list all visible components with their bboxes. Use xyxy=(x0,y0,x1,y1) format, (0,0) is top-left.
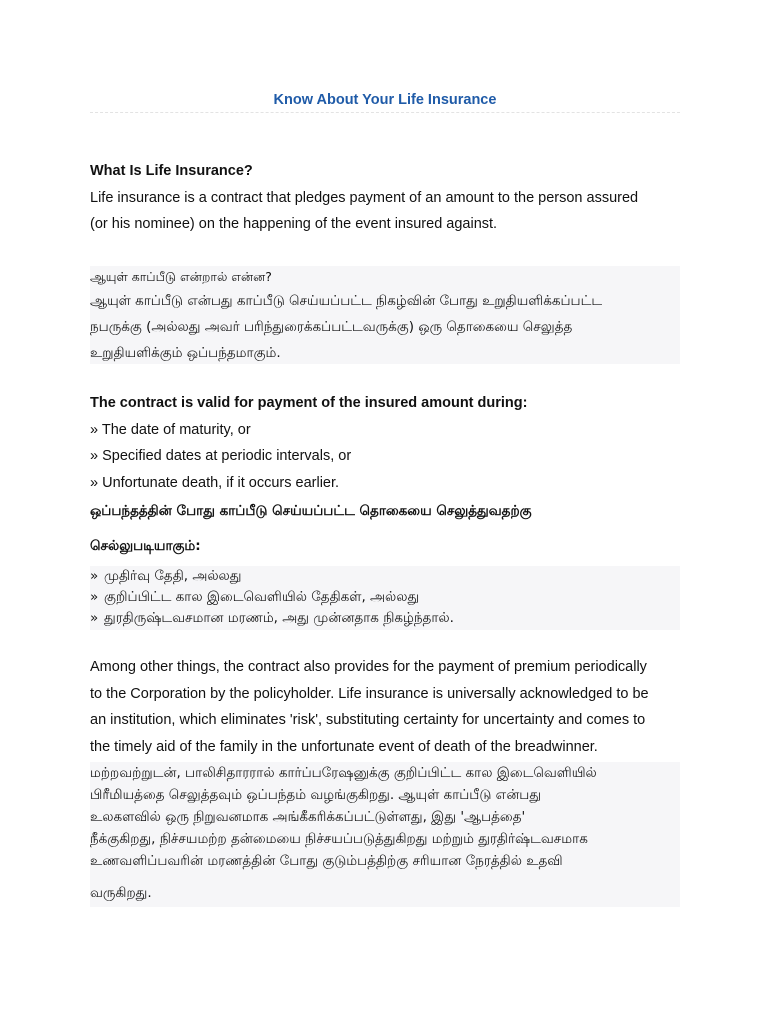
paragraph-line: the timely aid of the family in the unfortunate event of death of the breadwinner. xyxy=(90,738,598,755)
paragraph-line: உறுதியளிக்கும் ஒப்பந்தமாகும். xyxy=(90,345,281,361)
paragraph-line: வருகிறது. xyxy=(90,885,152,901)
paragraph-line: உலகளவில் ஒரு நிறுவனமாக அங்கீகரிக்கப்பட்டுள்ளது, இது 'ஆபத்தை' xyxy=(90,809,526,825)
paragraph-line: an institution, which eliminates 'risk', substituting certainty for uncertainty and comes to xyxy=(90,712,646,728)
paragraph-line: பிரீமியத்தை செலுத்தவும் ஒப்பந்தம் வழங்குகிறது. ஆயுள் காப்பீடு என்பது xyxy=(90,787,542,803)
list-bullet: » xyxy=(90,610,99,626)
list-bullet: » xyxy=(90,568,99,584)
paragraph-line: மற்றவற்றுடன், பாலிசிதாரரால் கார்ப்பரேஷனுக்கு குறிப்பிட்ட கால இடைவெளியில் xyxy=(90,765,597,781)
list-item: » The date of maturity, or xyxy=(90,421,251,438)
paragraph-line: (or his nominee) on the happening of the event insured against. xyxy=(90,216,498,232)
list-item xyxy=(90,587,680,608)
paragraph-line: Among other things, the contract also provides for the payment of premium periodically xyxy=(90,659,647,675)
paragraph-line: உணவளிப்பவரின் மரணத்தின் போது குடும்பத்திற்கு சரியான நேரத்தில் உதவி xyxy=(90,853,563,869)
section-heading: The contract is valid for payment of the insured amount during: xyxy=(90,395,528,411)
section-what-is-life-insurance xyxy=(90,158,680,238)
list-item: » Specified dates at periodic intervals, or xyxy=(90,448,352,464)
section-heading: What Is Life Insurance? xyxy=(90,163,253,179)
list-item-text: துரதிருஷ்டவசமான மரணம், அது முன்னதாக நிகழ்ந்தால். xyxy=(104,610,454,626)
list-item: » Unfortunate death, if it occurs earlier. xyxy=(90,474,340,491)
section-contract-validity xyxy=(90,390,680,496)
section-contract-validity-tamil-heading xyxy=(90,498,680,563)
paragraph-line: ஆயுள் காப்பீடு என்பது காப்பீடு செய்யப்பட்ட நிகழ்வின் போது உறுதியளிக்கப்பட்ட xyxy=(90,293,603,309)
section-heading: ஆயுள் காப்பீடு என்றால் என்ன? xyxy=(90,269,272,284)
section-heading-line: ஒப்பந்தத்தின் போது காப்பீடு செய்யப்பட்ட தொகையை செலுத்துவதற்கு xyxy=(90,503,532,519)
list-item xyxy=(90,566,680,587)
list-bullet: » xyxy=(90,589,99,605)
section-other-provisions xyxy=(90,654,680,760)
page-title: Know About Your Life Insurance xyxy=(273,92,497,108)
paragraph-line: Life insurance is a contract that pledges payment of an amount to the person assured xyxy=(90,189,639,206)
list-item-text: குறிப்பிட்ட கால இடைவெளியில் தேதிகள், அல்லது xyxy=(104,589,420,605)
list-item xyxy=(90,608,680,629)
section-heading-line: செல்லுபடியாகும்: xyxy=(90,538,201,554)
section-what-is-life-insurance-tamil xyxy=(90,266,680,364)
paragraph-line: நீக்குகிறது, நிச்சயமற்ற தன்மையை நிச்சயப்படுத்துகிறது மற்றும் துரதிர்ஷ்டவசமாக xyxy=(90,831,588,847)
title-divider xyxy=(90,112,680,113)
section-other-provisions-tamil xyxy=(90,762,680,907)
paragraph-line: நபருக்கு (அல்லது அவர் பரிந்துரைக்கப்பட்டவருக்கு) ஒரு தொகையை செலுத்த xyxy=(90,319,573,335)
section-contract-validity-tamil-list xyxy=(90,566,680,630)
list-item-text: முதிர்வு தேதி, அல்லது xyxy=(104,568,242,584)
paragraph-line: to the Corporation by the policyholder. Life insurance is universally acknowledged to be xyxy=(90,685,649,702)
